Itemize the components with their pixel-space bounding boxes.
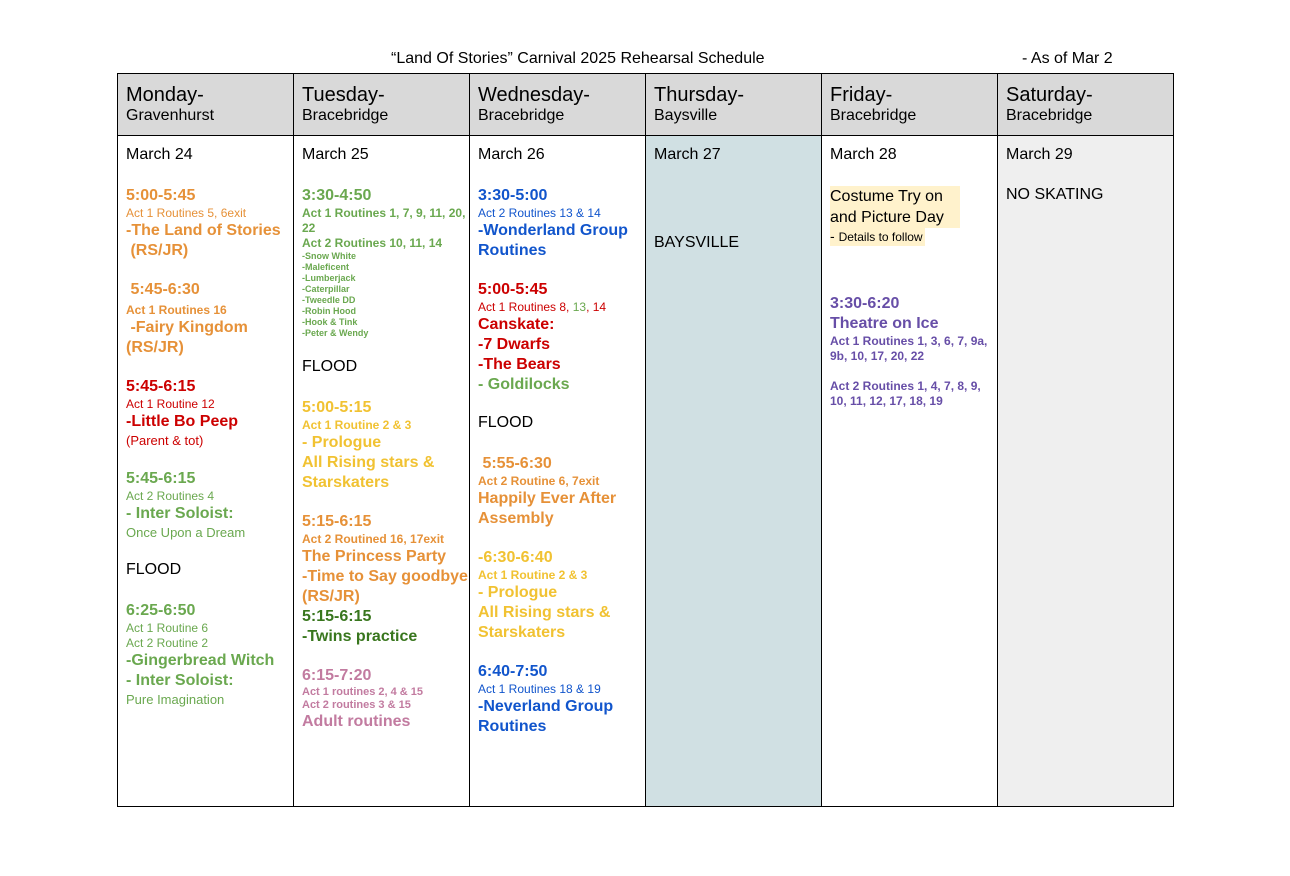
cell-tuesday xyxy=(294,136,470,807)
date: March 29 xyxy=(1006,146,1073,163)
routines: Act 2 Routines 10, 11, 14 xyxy=(302,236,443,250)
routines-part: , 14 xyxy=(586,300,607,314)
header-wednesday xyxy=(470,74,646,136)
rehearsal-block xyxy=(302,186,469,339)
day-name: Thursday- xyxy=(654,84,745,106)
date: March 26 xyxy=(478,146,545,163)
time: 5:15-6:15 xyxy=(302,513,372,530)
costume-block xyxy=(830,186,997,246)
costume-dash: - xyxy=(830,228,839,244)
time: 3:30-4:50 xyxy=(302,187,372,204)
routine-name: -Time to Say goodbye (RS/JR) xyxy=(302,568,468,605)
schedule-title: “Land Of Stories” Carnival 2025 Rehearsal Schedule xyxy=(391,50,765,67)
day-name: Friday- xyxy=(830,84,893,106)
routine-name: - Prologue xyxy=(478,584,558,601)
rehearsal-block xyxy=(302,512,469,607)
rehearsal-block xyxy=(126,469,293,542)
day-name: Wednesday- xyxy=(478,84,590,106)
time: 5:00-5:45 xyxy=(126,187,196,204)
cell-friday xyxy=(822,136,998,807)
day-town: Bracebridge xyxy=(302,107,389,124)
routine-name: Canskate: xyxy=(478,316,555,333)
schedule-table xyxy=(117,73,1174,807)
saturday-note: NO SKATING xyxy=(1006,186,1104,203)
routines: Act 1 Routine 2 & 3 xyxy=(478,568,588,582)
thursday-note: BAYSVILLE xyxy=(654,234,740,251)
day-town: Gravenhurst xyxy=(126,107,215,124)
rehearsal-block xyxy=(478,662,645,737)
routine-note: Once Upon a Dream xyxy=(126,525,246,540)
day-town: Bracebridge xyxy=(830,107,917,124)
routine-name: - Goldilocks xyxy=(478,376,570,393)
routines: Act 2 routines 3 & 15 xyxy=(302,699,411,711)
routine-name: -7 Dwarfs xyxy=(478,336,551,353)
list-item: -Caterpillar xyxy=(302,284,350,294)
time: 5:45-6:15 xyxy=(126,470,196,487)
day-town: Bracebridge xyxy=(478,107,565,124)
rehearsal-block xyxy=(126,601,293,709)
time: 5:00-5:45 xyxy=(478,281,548,298)
schedule-row xyxy=(118,136,1174,807)
time: 5:55-6:30 xyxy=(478,455,552,472)
time: 6:15-7:20 xyxy=(302,667,372,684)
cell-thursday xyxy=(646,136,822,807)
rehearsal-block xyxy=(830,294,997,409)
header-saturday xyxy=(998,74,1174,136)
routine-name: All Rising stars & Starskaters xyxy=(478,604,611,641)
rehearsal-block xyxy=(126,186,293,261)
routines: Act 1 Routines 16 xyxy=(126,303,227,317)
routines-part: 13 xyxy=(572,300,587,314)
time: 5:45-6:30 xyxy=(126,281,200,298)
routines: Act 2 Routine 6, 7exit xyxy=(478,474,600,488)
rehearsal-block xyxy=(478,186,645,261)
list-item: -Maleficent xyxy=(302,262,350,272)
costume-details xyxy=(830,228,925,246)
rehearsal-block xyxy=(126,377,293,450)
routines: Act 1 routines 2, 4 & 15 xyxy=(302,686,424,698)
routines: Act 1 Routines 5, 6exit xyxy=(126,206,247,220)
header-friday xyxy=(822,74,998,136)
routine-name: -Twins practice xyxy=(302,628,418,645)
routines: Act 1 Routines 18 & 19 xyxy=(478,682,601,696)
cell-wednesday xyxy=(470,136,646,807)
flood: FLOOD xyxy=(478,414,534,431)
time: 5:00-5:15 xyxy=(302,399,372,416)
routine-note: (Parent & tot) xyxy=(126,433,204,448)
rehearsal-block xyxy=(302,666,469,732)
routine-name: -The Bears xyxy=(478,356,561,373)
time: 6:25-6:50 xyxy=(126,602,196,619)
routine-name: -Fairy Kingdom (RS/JR) xyxy=(126,319,253,356)
costume-title: Costume Try on and Picture Day xyxy=(830,186,960,228)
flood: FLOOD xyxy=(126,561,182,578)
routines xyxy=(478,300,645,315)
routine-level: (RS/JR) xyxy=(126,242,189,259)
routine-note: Pure Imagination xyxy=(126,692,225,707)
routines-part: Act 1 Routines 8, xyxy=(478,300,573,314)
routine-name: Happily Ever After Assembly xyxy=(478,490,617,527)
header-thursday xyxy=(646,74,822,136)
date: March 28 xyxy=(830,146,897,163)
list-item: -Robin Hood xyxy=(302,306,356,316)
routine-name: -Wonderland Group Routines xyxy=(478,222,628,259)
rehearsal-block xyxy=(478,548,645,643)
routines: Act 1 Routines 1, 7, 9, 11, 20, 22 xyxy=(302,206,466,235)
routine-name: -Neverland Group Routines xyxy=(478,698,614,735)
rehearsal-block xyxy=(126,280,293,358)
routine-name: The Princess Party xyxy=(302,548,447,565)
routine-name: Adult routines xyxy=(302,713,411,730)
date: March 25 xyxy=(302,146,369,163)
list-item: -Peter & Wendy xyxy=(302,328,369,338)
list-item: -Lumberjack xyxy=(302,273,356,283)
day-name: Saturday- xyxy=(1006,84,1093,106)
routines: Act 2 Routines 4 xyxy=(126,489,215,503)
routines: Act 2 Routines 13 & 14 xyxy=(478,206,601,220)
time: 3:30-6:20 xyxy=(830,295,900,312)
day-name: Monday- xyxy=(126,84,204,106)
costume-note: Details to follow xyxy=(838,230,923,244)
routines: Act 2 Routines 1, 4, 7, 8, 9, 10, 11, 12, 17, 18, 19 xyxy=(830,379,981,408)
flood: FLOOD xyxy=(302,358,358,375)
routine-name: - Inter Soloist: xyxy=(126,672,234,689)
routines: Act 1 Routine 6 xyxy=(126,621,209,635)
routine-name: -Little Bo Peep xyxy=(126,413,239,430)
rehearsal-block xyxy=(302,607,469,647)
routine-name: -Gingerbread Witch xyxy=(126,652,275,669)
list-item: -Tweedle DD xyxy=(302,295,356,305)
time: 6:40-7:50 xyxy=(478,663,548,680)
time: 5:45-6:15 xyxy=(126,378,196,395)
cell-saturday xyxy=(998,136,1174,807)
rehearsal-block xyxy=(478,454,645,529)
list-item: -Snow White xyxy=(302,251,356,261)
routines: Act 1 Routines 1, 3, 6, 7, 9a, 9b, 10, 17, 20, 22 xyxy=(830,334,988,363)
list-item: -Hook & Tink xyxy=(302,317,358,327)
routine-name: - Prologue xyxy=(302,434,382,451)
time: 3:30-5:00 xyxy=(478,187,548,204)
routine-name: All Rising stars & Starskaters xyxy=(302,454,435,491)
routines: Act 1 Routine 2 & 3 xyxy=(302,418,412,432)
day-town: Baysville xyxy=(654,107,718,124)
time: 5:15-6:15 xyxy=(302,608,372,625)
date: March 24 xyxy=(126,146,193,163)
day-town: Bracebridge xyxy=(1006,107,1093,124)
day-name: Tuesday- xyxy=(302,84,385,106)
header-tuesday xyxy=(294,74,470,136)
routine-name: -The Land of Stories xyxy=(126,222,281,239)
routine-name: Theatre on Ice xyxy=(830,315,939,332)
rehearsal-block xyxy=(478,280,645,395)
routines: Act 1 Routine 12 xyxy=(126,397,215,411)
header-monday xyxy=(118,74,294,136)
cell-monday xyxy=(118,136,294,807)
date: March 27 xyxy=(654,146,721,163)
routines: Act 2 Routined 16, 17exit xyxy=(302,532,445,546)
rehearsal-block xyxy=(302,398,469,493)
header-row xyxy=(118,74,1174,136)
routines: Act 2 Routine 2 xyxy=(126,636,209,650)
routine-name: - Inter Soloist: xyxy=(126,505,234,522)
time: -6:30-6:40 xyxy=(478,549,553,566)
as-of-date: - As of Mar 2 xyxy=(1022,50,1113,67)
